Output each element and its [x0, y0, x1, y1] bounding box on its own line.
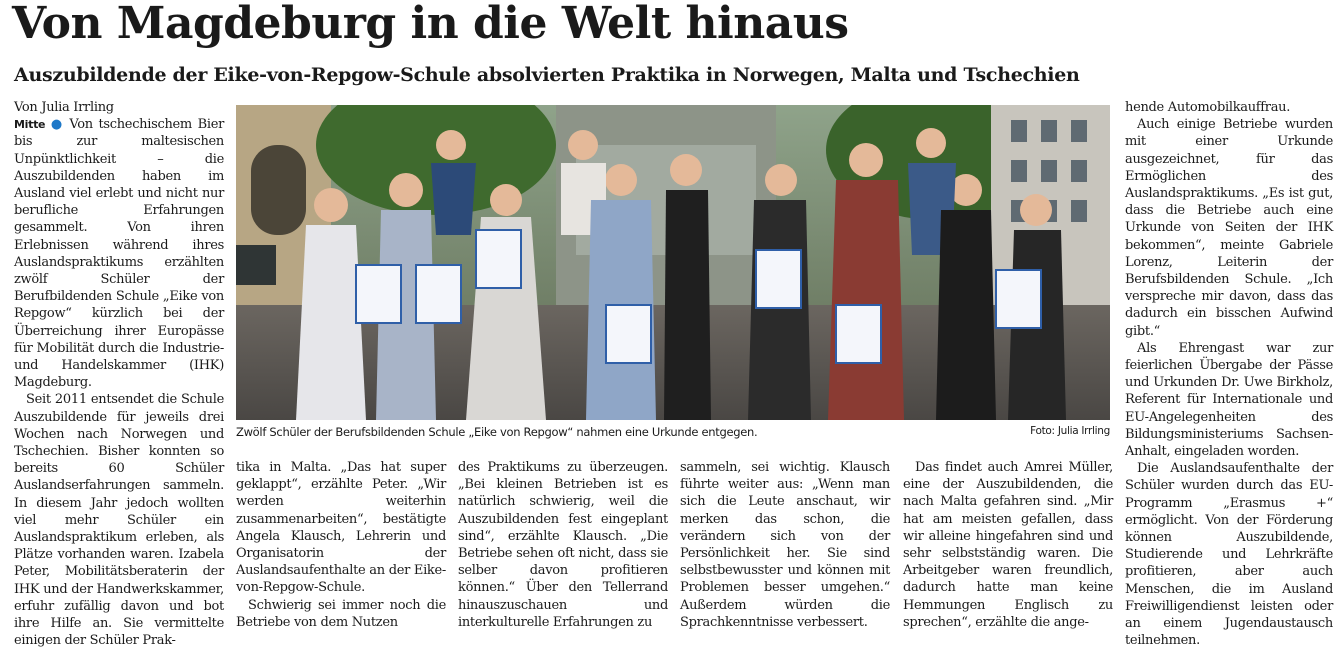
- paragraph: hende Automobilkauffrau.: [1125, 100, 1291, 115]
- paragraph: Die Auslandsaufenthalte der Schüler wurden durch das EU-Programm „Erasmus +“ ermöglicht. Von der Förderung können Auszubildende, Studierende und Lehrkräfte profitieren, aber auch Menschen, die im Ausland Freiwilligendienst leisten oder an einem Jugendaustausch teilnehmen.: [1125, 461, 1333, 649]
- subheadline: Auszubildende der Eike-von-Repgow-Schule absolvierten Praktika in Norwegen, Malta und Tschechien: [14, 64, 1080, 86]
- paragraph: Auch einige Betriebe wurden mit einer Urkunde ausgezeichnet, für das Ermöglichen des Auslandspraktikums. „Es ist gut, dass die Betriebe auch eine Urkunde von Seiten der IHK bekommen“, meinte Gabriele Lorenz, Leiterin der Berufsbildenden Schule. „Ich verspreche mir davon, dass das dadurch ein bisschen Aufwind gibt.“: [1125, 117, 1333, 339]
- group-photo: [236, 105, 1110, 420]
- photo-caption-row: [236, 425, 1110, 439]
- photo-caption: Zwölf Schüler der Berufsbildenden Schule „Eike von Repgow“ nahmen eine Urkunde entgegen.: [236, 425, 758, 439]
- paragraph: Seit 2011 entsendet die Schule Auszubildende für jeweils drei Wochen nach Norwegen und Tschechien. Bisher konnten so bereits 60 Schüler Auslandserfahrungen sammeln. In diesem Jahr jedoch wollten viel mehr Schüler ein Auslandspraktikum erleben, als Plätze vorhanden waren. Izabela Peter, Mobilitätsberaterin der IHK und der Handwerkskammer, erfuhr zufällig davon und bot ihre Hilfe an. Sie vermittelte einigen der Schüler Prak-: [14, 392, 224, 649]
- article-column-4: [680, 459, 890, 631]
- article-column-2: [236, 459, 446, 631]
- location-bullet-icon: ●: [50, 117, 64, 133]
- article-column-6: [1125, 99, 1333, 650]
- article-column-3: [458, 459, 668, 631]
- paragraph: des Praktikums zu überzeugen. „Bei kleinen Betrieben ist es natürlich schwierig, weil die Auszubildenden fest eingeplant sind“, erzählte Klausch. „Die Betriebe sehen oft nicht, dass sie selber davon profitieren können.“ Über den Tellerrand hinauszuschauen und interkulturelle Erfahrungen zu: [458, 460, 668, 630]
- location-tag: Mitte: [14, 118, 46, 132]
- photo-credit: Foto: Julia Irrling: [1030, 425, 1110, 437]
- paragraph: Das findet auch Amrei Müller, eine der Auszubildenden, die nach Malta gefahren sind. „Mir hat am meisten gefallen, dass wir alleine hingefahren sind und sehr selbstständig waren. Die Arbeitgeber waren freundlich, dadurch hatte man keine Hemmungen Englisch zu sprechen“, erzählte die ange-: [903, 460, 1113, 630]
- article-column-1: [14, 99, 224, 650]
- article-column-5: [903, 459, 1113, 631]
- paragraph: Als Ehrengast war zur feierlichen Übergabe der Pässe und Urkunden Dr. Uwe Birkholz, Referent für Internationale und EU-Angelegenheiten des Bildungsministeriums Sachsen-Anhalt, eingeladen worden.: [1125, 340, 1333, 460]
- paragraph: sammeln, sei wichtig. Klausch führte weiter aus: „Wenn man sich die Leute anschaut, wir merken das schon, die verändern sich von der Persönlichkeit her. Sie sind selbstbewusster und können mit Problemen besser umgehen.“ Außerdem würden die Sprachkenntnisse verbessert.: [680, 460, 890, 630]
- headline: Von Magdeburg in die Welt hinaus: [12, 0, 849, 49]
- byline: Von Julia Irrling: [14, 100, 114, 115]
- lead-paragraph: Mitte ● Von tschechischem Bier bis zur maltesischen Unpünktlichkeit – die Auszubildenden haben im Ausland viel erlebt und nicht nur berufliche Erfahrungen gesammelt. Von ihren Erlebnissen während ihres Auslandspraktikums erzählten zwölf Schüler der Berufbildenden Schule „Eike von Repgow“ kürzlich bei der Überreichung ihrer Europässe für Mobilität durch die Industrie- und Handelskammer (IHK) Magdeburg.: [14, 117, 224, 391]
- paragraph: Schwierig sei immer noch die Betriebe von dem Nutzen: [236, 597, 446, 630]
- paragraph: tika in Malta. „Das hat super geklappt“, erzählte Peter. „Wir werden weiterhin zusammenarbeiten“, bestätigte Angela Klausch, Lehrerin und Organisatorin der Auslandsaufenthalte an der Eike-von-Repgow-Schule.: [236, 460, 446, 596]
